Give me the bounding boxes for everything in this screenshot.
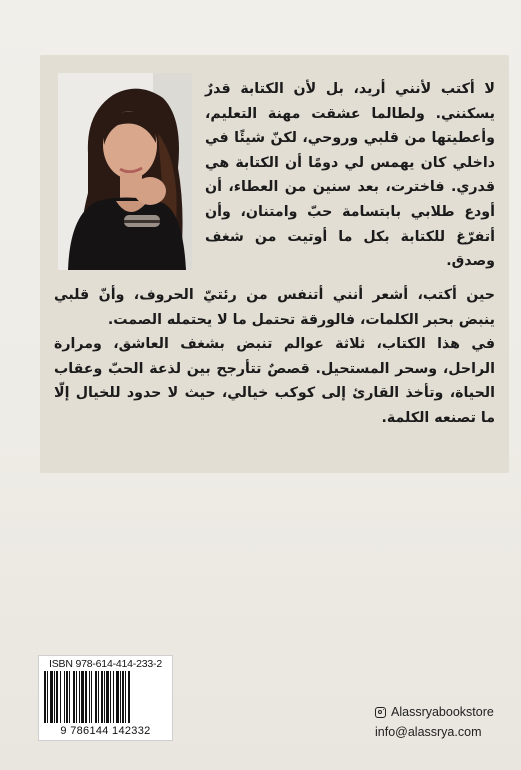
barcode-bar [69, 671, 70, 723]
barcode-bar [73, 671, 75, 723]
author-photo [58, 73, 192, 270]
barcode-bar [91, 671, 92, 723]
blurb-paragraph-1: لا أكتب لأنني أريد، بل لأن الكتابة قدرٌ يسكنني. ولطالما عشقت مهنة التعليم، وأعطيتها من قلبي وروحي، لكنّ شيئًا في داخلي كان يهمس لي دومًا أن الكتابة هي قدري. فاخترت، بعد سنين من العطاء، أن أودع طلابي بابتسامة حبّ وامتنان، وأن أتفرّغ للكتابة بكل ما أوتيت من شغف وصدق. [205, 81, 495, 270]
isbn-barcode [38, 655, 173, 741]
barcode-bar [47, 671, 48, 723]
barcode-bar [101, 671, 103, 723]
barcode-bar [120, 671, 121, 723]
barcode-bar [122, 671, 124, 723]
instagram-label: Alassryabookstore [391, 705, 494, 719]
barcode-bar [60, 671, 61, 723]
contact-info [375, 702, 515, 742]
instagram-icon [375, 707, 386, 718]
barcode-bar [64, 671, 65, 723]
barcode-bar [44, 671, 46, 723]
barcode-bar [76, 671, 77, 723]
email-link[interactable] [375, 722, 515, 742]
barcode-bar [128, 671, 130, 723]
barcode-bar [116, 671, 119, 723]
blurb-lower [54, 283, 495, 431]
barcode-bar [104, 671, 105, 723]
barcode-bar [56, 671, 58, 723]
barcode-bar [85, 671, 87, 723]
barcode-bar [79, 671, 80, 723]
barcode-bar [110, 671, 111, 723]
barcode-bar [106, 671, 109, 723]
barcode-bars [44, 671, 167, 723]
blurb-paragraph-2: حين أكتب، أشعر أنني أتنفس من رئتيّ الحروف، وأنّ قلبي ينبض بحبر الكلمات، فالورقة تحتمل ما لا يحتمله الصمت. [54, 287, 495, 328]
blurb-paragraph-3: في هذا الكتاب، ثلاثة عوالم تنبض بشغف العاشق، ومرارة الراحل، وسحر المستحيل. قصصٌ تتأرجح بين لذعة الحبّ وعقاب الحياة، وتأخذ القارئ إلى كوكب خيالي، حيث لا حدود للخيال إلّا ما تصنعه الكلمة. [54, 336, 495, 426]
barcode-bar [113, 671, 114, 723]
barcode-bar [98, 671, 99, 723]
barcode-digits: 9 786144 142332 [60, 725, 151, 737]
barcode-bar [54, 671, 55, 723]
barcode-bar [50, 671, 53, 723]
isbn-label: ISBN 978-614-414-233-2 [49, 658, 162, 670]
instagram-handle[interactable] [375, 702, 515, 722]
barcode-bar [125, 671, 126, 723]
barcode-bar [66, 671, 68, 723]
barcode-bar [81, 671, 84, 723]
barcode-bar [89, 671, 90, 723]
barcode-bar [95, 671, 97, 723]
email-label: info@alassrya.com [375, 725, 482, 739]
